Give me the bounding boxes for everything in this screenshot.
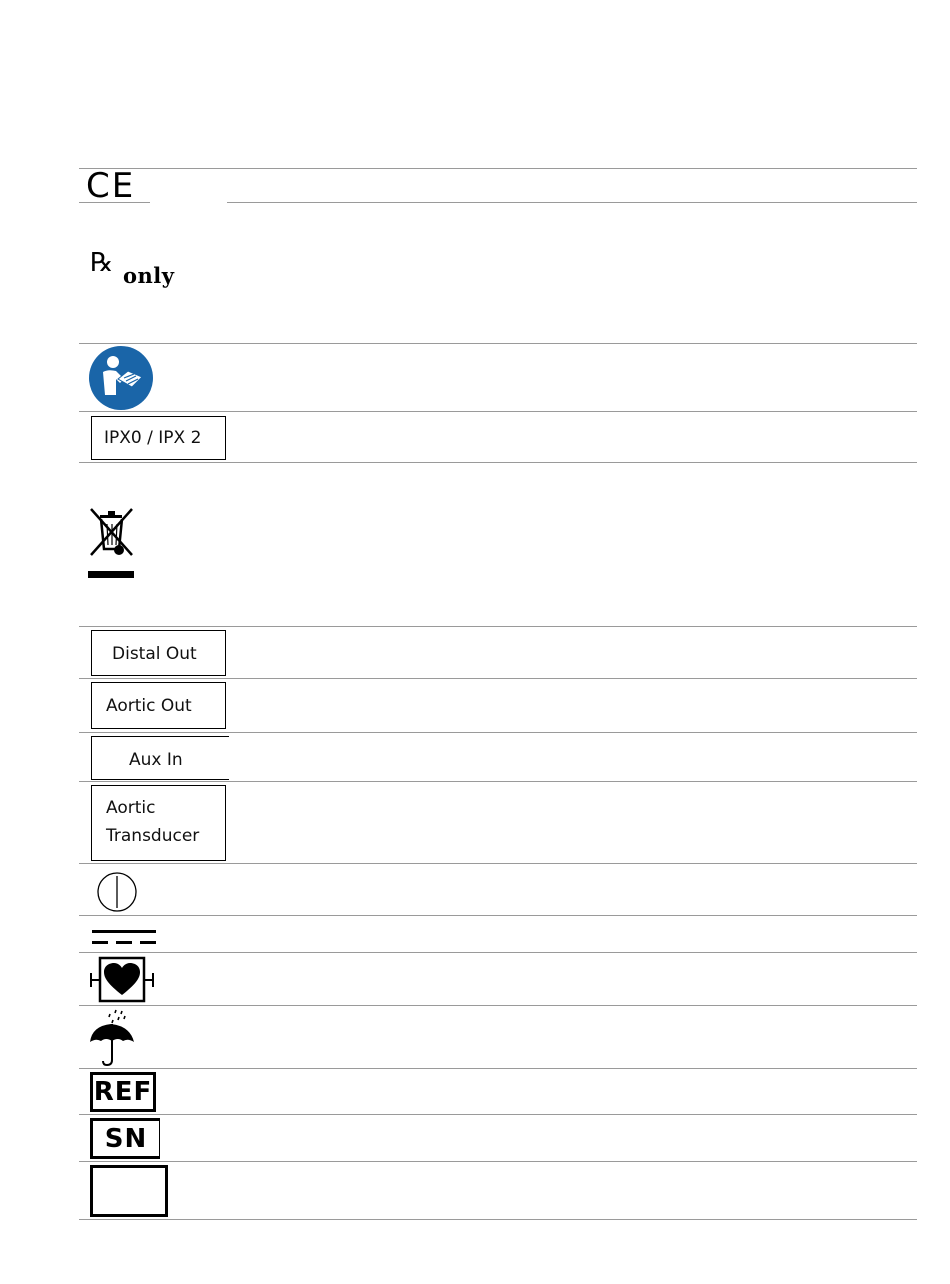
rule-weee-bottom [79,626,917,627]
rule-ref-bottom [79,1114,917,1115]
ip-rating-label: IPX0 / IPX 2 [104,428,202,448]
aortic-transducer-label-line2: Transducer [106,826,200,846]
keep-dry-umbrella-icon [88,1008,138,1066]
ce-mark: CE [86,166,136,206]
empty-symbol-box [90,1165,168,1217]
rule-defib-bottom [79,1005,917,1006]
rule-aux-bottom [79,781,917,782]
rule-power-bottom [79,915,917,916]
rule-dry-bottom [79,1068,917,1069]
rule-ip-bottom [79,462,917,463]
weee-crossed-bin-icon [86,505,138,581]
rx-symbol: ℞ [90,248,114,278]
defibrillation-proof-heart-icon [86,956,158,1003]
ref-catalogue-number-symbol: REF [90,1072,156,1112]
rule-sn-bottom [79,1161,917,1162]
rule-rx-bottom [79,343,917,344]
rule-dc-bottom [79,952,917,953]
distal-out-label: Distal Out [112,644,197,664]
aortic-out-label: Aortic Out [106,696,192,716]
aortic-transducer-label-line1: Aortic [106,798,156,818]
direct-current-icon [92,928,156,946]
power-switch-icon [95,870,139,914]
rule-last-bottom [79,1219,917,1220]
serial-number-symbol: SN [90,1118,160,1159]
aux-in-label: Aux In [129,750,183,770]
rule-aortic-bottom [79,732,917,733]
rule-ce-top [79,168,917,169]
rule-ce-bottom-right [227,202,917,203]
aortic-transducer-box [91,785,226,861]
rule-transducer-bottom [79,863,917,864]
rule-manual-bottom [79,411,917,412]
rule-distal-bottom [79,678,917,679]
rx-only-label: only [123,263,175,288]
consult-manual-icon [88,345,154,411]
